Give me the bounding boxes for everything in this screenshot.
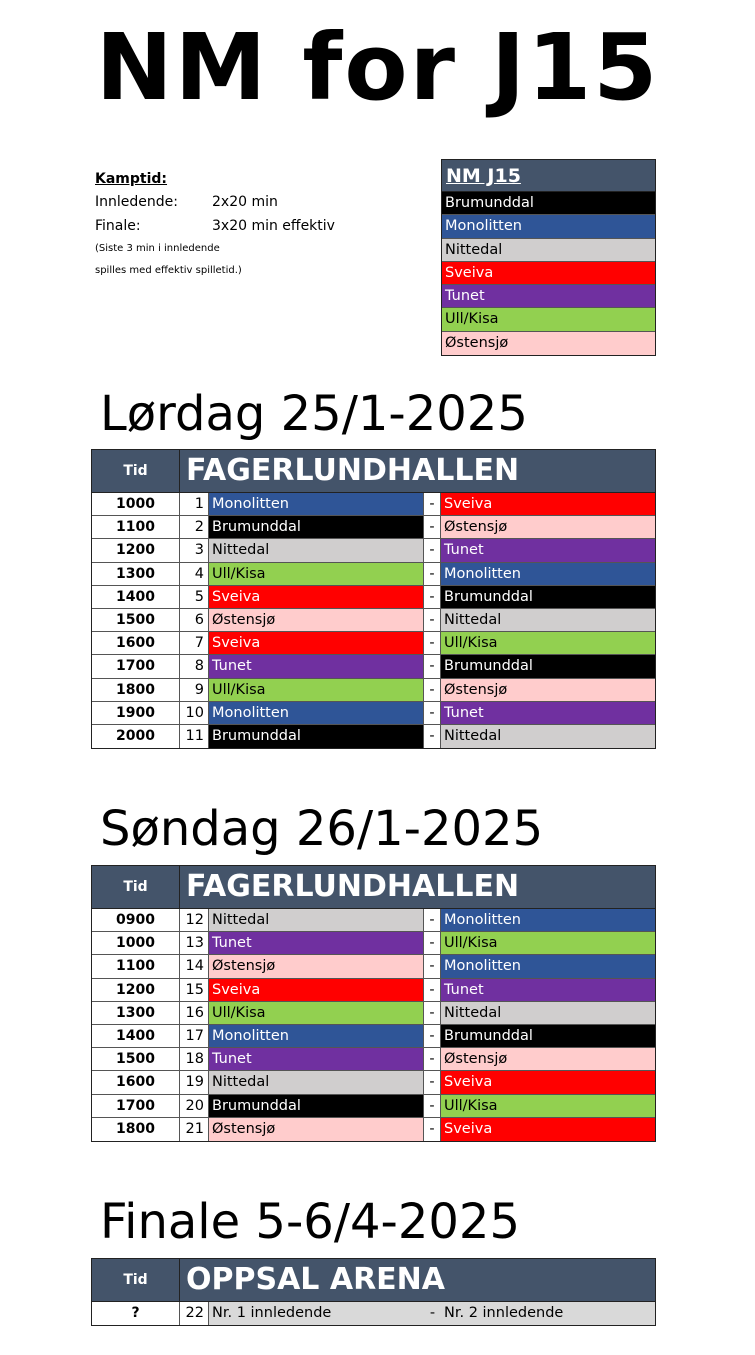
home-team: Østensjø: [209, 955, 424, 977]
legend-item: Ull/Kisa: [442, 308, 655, 331]
match-number: 17: [180, 1025, 209, 1047]
match-separator: -: [424, 725, 441, 748]
match-number: 10: [180, 702, 209, 724]
match-time: 1100: [92, 516, 180, 538]
match-number: 4: [180, 563, 209, 585]
match-number: 8: [180, 655, 209, 677]
match-time: 1200: [92, 539, 180, 561]
away-team: Nittedal: [441, 609, 655, 631]
match-time: 0900: [92, 909, 180, 931]
match-number: 16: [180, 1002, 209, 1024]
home-team: Sveiva: [209, 979, 424, 1001]
home-team: Brumunddal: [209, 516, 424, 538]
match-separator: -: [424, 1071, 441, 1093]
home-team: Nittedal: [209, 1071, 424, 1093]
match-number: 18: [180, 1048, 209, 1070]
match-row: [92, 1302, 655, 1325]
kamptid-note: spilles med effektiv spilletid.): [95, 265, 242, 276]
time-column-header: Tid: [92, 866, 180, 908]
kamptid-note: (Siste 3 min i innledende: [95, 243, 220, 254]
away-team: Ull/Kisa: [441, 932, 655, 954]
home-team: Østensjø: [209, 1118, 424, 1141]
home-team: Ull/Kisa: [209, 563, 424, 585]
legend-item: Østensjø: [442, 332, 655, 355]
match-time: 1800: [92, 1118, 180, 1141]
kamptid-label: Innledende:: [95, 194, 178, 210]
match-time: 1800: [92, 679, 180, 701]
time-column-header: Tid: [92, 1259, 180, 1301]
match-time: 1500: [92, 1048, 180, 1070]
home-team: Tunet: [209, 932, 424, 954]
kamptid-heading: Kamptid:: [95, 171, 168, 187]
away-team: Ull/Kisa: [441, 632, 655, 654]
match-row: [92, 563, 655, 586]
match-number: 22: [180, 1302, 209, 1325]
match-number: 12: [180, 909, 209, 931]
kamptid-label: Finale:: [95, 218, 141, 234]
match-separator: -: [424, 1118, 441, 1141]
match-separator: -: [424, 679, 441, 701]
time-column-header: Tid: [92, 450, 180, 492]
home-team: Brumunddal: [209, 1095, 424, 1117]
away-team: Østensjø: [441, 1048, 655, 1070]
home-team: Monolitten: [209, 702, 424, 724]
match-number: 15: [180, 979, 209, 1001]
legend-item: Brumunddal: [442, 192, 655, 215]
page-title: NM for J15: [95, 14, 660, 121]
match-time: ?: [92, 1302, 180, 1325]
match-separator: -: [424, 516, 441, 538]
match-row: [92, 516, 655, 539]
kamptid-row: [95, 190, 415, 214]
match-number: 11: [180, 725, 209, 748]
away-team: Østensjø: [441, 516, 655, 538]
kamptid-info: [95, 168, 415, 282]
match-time: 1600: [92, 1071, 180, 1093]
match-row: [92, 955, 655, 978]
match-number: 20: [180, 1095, 209, 1117]
match-row: [92, 609, 655, 632]
match-separator: -: [424, 932, 441, 954]
match-row: [92, 1048, 655, 1071]
match-row: [92, 493, 655, 516]
match-time: 1000: [92, 493, 180, 515]
home-team: Nittedal: [209, 539, 424, 561]
match-row: [92, 1002, 655, 1025]
legend-item: Monolitten: [442, 215, 655, 238]
match-separator: -: [424, 702, 441, 724]
away-team: Ull/Kisa: [441, 1095, 655, 1117]
home-team: Tunet: [209, 1048, 424, 1070]
match-separator: -: [424, 632, 441, 654]
away-team: Tunet: [441, 539, 655, 561]
schedule-header: [92, 1259, 655, 1302]
match-row: [92, 725, 655, 748]
match-row: [92, 539, 655, 562]
match-row: [92, 1118, 655, 1141]
match-time: 1100: [92, 955, 180, 977]
match-time: 2000: [92, 725, 180, 748]
match-time: 1600: [92, 632, 180, 654]
legend-item: Sveiva: [442, 262, 655, 285]
match-row: [92, 655, 655, 678]
match-time: 1500: [92, 609, 180, 631]
home-team: Tunet: [209, 655, 424, 677]
match-row: [92, 679, 655, 702]
match-separator: -: [424, 979, 441, 1001]
legend-item: Nittedal: [442, 239, 655, 262]
away-team: Sveiva: [441, 493, 655, 515]
match-time: 1000: [92, 932, 180, 954]
match-time: 1700: [92, 1095, 180, 1117]
home-team: Monolitten: [209, 493, 424, 515]
match-number: 13: [180, 932, 209, 954]
match-row: [92, 1025, 655, 1048]
legend-title: NM J15: [442, 160, 655, 192]
schedule-header: [92, 450, 655, 493]
match-number: 7: [180, 632, 209, 654]
legend-item: Tunet: [442, 285, 655, 308]
away-team: Sveiva: [441, 1118, 655, 1141]
match-separator: -: [424, 586, 441, 608]
away-team: Tunet: [441, 979, 655, 1001]
match-time: 1300: [92, 1002, 180, 1024]
kamptid-value: 2x20 min: [212, 194, 278, 210]
away-team: Tunet: [441, 702, 655, 724]
home-team: Nittedal: [209, 909, 424, 931]
legend-items: [442, 192, 655, 355]
kamptid-value: 3x20 min effektiv: [212, 218, 335, 234]
match-row: [92, 1095, 655, 1118]
home-team: Ull/Kisa: [209, 1002, 424, 1024]
away-team: Nr. 2 innledende: [441, 1302, 655, 1325]
match-separator: -: [424, 1002, 441, 1024]
match-number: 1: [180, 493, 209, 515]
match-number: 5: [180, 586, 209, 608]
day-heading: Søndag 26/1-2025: [100, 801, 544, 857]
match-time: 1400: [92, 1025, 180, 1047]
venue-name: OPPSAL ARENA: [186, 1262, 445, 1297]
match-row: [92, 632, 655, 655]
home-team: Ull/Kisa: [209, 679, 424, 701]
venue-name: FAGERLUNDHALLEN: [186, 453, 520, 488]
match-separator: -: [424, 1302, 441, 1325]
home-team: Sveiva: [209, 632, 424, 654]
match-time: 1300: [92, 563, 180, 585]
away-team: Brumunddal: [441, 655, 655, 677]
match-separator: -: [424, 655, 441, 677]
match-separator: -: [424, 563, 441, 585]
match-number: 21: [180, 1118, 209, 1141]
schedule-table: [91, 449, 656, 749]
day-heading: Finale 5-6/4-2025: [100, 1194, 520, 1250]
home-team: Brumunddal: [209, 725, 424, 748]
schedule-table: [91, 865, 656, 1142]
match-number: 9: [180, 679, 209, 701]
home-team: Sveiva: [209, 586, 424, 608]
venue-name: FAGERLUNDHALLEN: [186, 869, 520, 904]
match-number: 19: [180, 1071, 209, 1093]
kamptid-row: [95, 214, 415, 238]
match-number: 2: [180, 516, 209, 538]
match-separator: -: [424, 493, 441, 515]
match-row: [92, 909, 655, 932]
away-team: Monolitten: [441, 955, 655, 977]
away-team: Sveiva: [441, 1071, 655, 1093]
match-time: 1700: [92, 655, 180, 677]
away-team: Monolitten: [441, 909, 655, 931]
match-time: 1400: [92, 586, 180, 608]
match-number: 6: [180, 609, 209, 631]
match-separator: -: [424, 539, 441, 561]
match-number: 14: [180, 955, 209, 977]
away-team: Brumunddal: [441, 1025, 655, 1047]
match-number: 3: [180, 539, 209, 561]
home-team: Østensjø: [209, 609, 424, 631]
away-team: Nittedal: [441, 1002, 655, 1024]
match-row: [92, 932, 655, 955]
match-separator: -: [424, 909, 441, 931]
home-team: Nr. 1 innledende: [209, 1302, 424, 1325]
match-row: [92, 979, 655, 1002]
match-separator: -: [424, 1095, 441, 1117]
away-team: Nittedal: [441, 725, 655, 748]
match-separator: -: [424, 1025, 441, 1047]
match-separator: -: [424, 955, 441, 977]
match-separator: -: [424, 1048, 441, 1070]
match-time: 1900: [92, 702, 180, 724]
away-team: Brumunddal: [441, 586, 655, 608]
away-team: Monolitten: [441, 563, 655, 585]
match-row: [92, 702, 655, 725]
schedule-header: [92, 866, 655, 909]
schedule-table: [91, 1258, 656, 1326]
day-heading: Lørdag 25/1-2025: [100, 386, 528, 442]
match-row: [92, 586, 655, 609]
match-row: [92, 1071, 655, 1094]
away-team: Østensjø: [441, 679, 655, 701]
team-legend: [441, 159, 656, 356]
match-separator: -: [424, 609, 441, 631]
home-team: Monolitten: [209, 1025, 424, 1047]
match-time: 1200: [92, 979, 180, 1001]
